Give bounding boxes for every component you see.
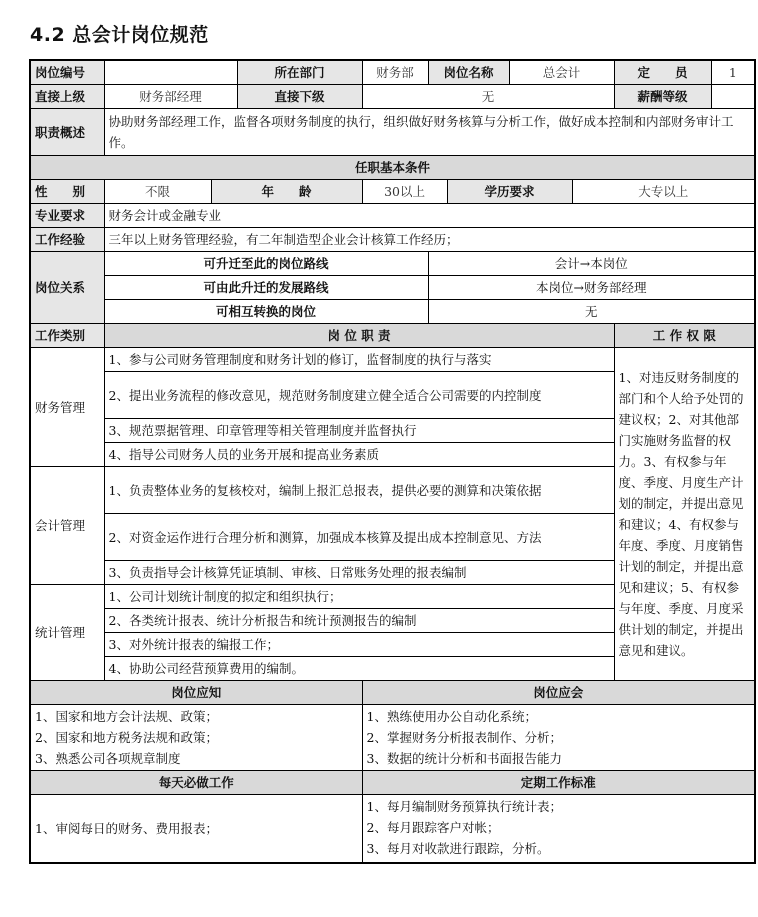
duty-item: 1、参与公司财务管理制度和财务计划的修订，监督制度的执行与落实	[104, 348, 614, 372]
label-summary: 职责概述	[30, 109, 104, 156]
label-superior: 直接上级	[30, 85, 104, 109]
duty-item: 3、规范票据管理、印章管理等相关管理制度并监督执行	[104, 419, 614, 443]
periodic-item: 1、每月编制财务预算执行统计表；	[366, 799, 562, 814]
know-item: 2、国家和地方税务法规和政策；	[35, 730, 218, 745]
value-headcount: 1	[711, 60, 755, 85]
label-work-type: 工作类别	[30, 324, 104, 348]
duty-item: 2、各类统计报表、统计分析报告和统计预测报告的编制	[104, 609, 614, 633]
category-name: 财务管理	[30, 348, 104, 467]
job-spec-table	[29, 59, 756, 864]
duty-item: 4、指导公司财务人员的业务开展和提高业务素质	[104, 443, 614, 467]
duty-item: 1、公司计划统计制度的拟定和组织执行；	[104, 585, 614, 609]
label-position-name: 岗位名称	[428, 60, 509, 85]
category-name: 统计管理	[30, 585, 104, 681]
label-salary-grade: 薪酬等级	[614, 85, 711, 109]
label-daily: 每天必做工作	[30, 771, 362, 795]
page-title: 4.2 总会计岗位规范	[30, 24, 209, 46]
can-item: 2、掌握财务分析报表制作、分析；	[366, 730, 562, 745]
value-transfer: 无	[428, 300, 755, 324]
duty-item: 3、对外统计报表的编报工作；	[104, 633, 614, 657]
can-item: 1、熟练使用办公自动化系统；	[366, 709, 537, 724]
periodic-item: 2、每月跟踪客户对帐；	[366, 820, 500, 835]
label-promote-from: 可升迁至此的岗位路线	[104, 252, 428, 276]
value-department: 财务部	[362, 60, 428, 85]
can-item: 3、数据的统计分析和书面报告能力	[366, 751, 562, 766]
duty-item: 2、提出业务流程的修改意见，规范财务制度建立健全适合公司需要的内控制度	[104, 372, 614, 419]
label-authority: 工 作 权 限	[614, 324, 755, 348]
value-superior: 财务部经理	[104, 85, 237, 109]
duty-item: 2、对资金运作进行合理分析和测算，加强成本核算及提出成本控制意见、方法	[104, 514, 614, 561]
label-gender: 性 别	[30, 180, 104, 204]
value-position-name: 总会计	[509, 60, 614, 85]
value-education: 大专以上	[572, 180, 755, 204]
label-position-no: 岗位编号	[30, 60, 104, 85]
value-experience: 三年以上财务管理经验，有二年制造型企业会计核算工作经历；	[104, 228, 755, 252]
section-requirements: 任职基本条件	[30, 156, 755, 180]
value-position-no	[104, 60, 237, 85]
value-summary: 协助财务部经理工作，监督各项财务制度的执行，组织做好财务核算与分析工作，做好成本控制和内部财务审计工作。	[104, 109, 755, 156]
label-major: 专业要求	[30, 204, 104, 228]
value-age: 30以上	[362, 180, 447, 204]
label-subordinate: 直接下级	[237, 85, 362, 109]
value-major: 财务会计或金融专业	[104, 204, 755, 228]
label-age: 年 龄	[211, 180, 362, 204]
value-subordinate: 无	[362, 85, 614, 109]
value-promote-to: 本岗位→财务部经理	[428, 276, 755, 300]
label-can: 岗位应会	[362, 681, 755, 705]
label-department: 所在部门	[237, 60, 362, 85]
label-headcount: 定 员	[614, 60, 711, 85]
daily-item: 1、审阅每日的财务、费用报表；	[35, 820, 218, 836]
label-promote-to: 可由此升迁的发展路线	[104, 276, 428, 300]
label-education: 学历要求	[447, 180, 572, 204]
duty-item: 1、负责整体业务的复核校对，编制上报汇总报表，提供必要的测算和决策依据	[104, 467, 614, 514]
label-transfer: 可相互转换的岗位	[104, 300, 428, 324]
periodic-item: 3、每月对收款进行跟踪，分析。	[366, 841, 550, 856]
value-promote-from: 会计→本岗位	[428, 252, 755, 276]
know-item: 1、国家和地方会计法规、政策；	[35, 709, 218, 724]
value-gender: 不限	[104, 180, 211, 204]
duty-item: 4、协助公司经营预算费用的编制。	[104, 657, 614, 681]
label-experience: 工作经验	[30, 228, 104, 252]
category-name: 会计管理	[30, 467, 104, 585]
label-duties: 岗 位 职 责	[104, 324, 614, 348]
label-know: 岗位应知	[30, 681, 362, 705]
label-periodic: 定期工作标准	[362, 771, 755, 795]
duty-item: 3、负责指导会计核算凭证填制、审核、日常账务处理的报表编制	[104, 561, 614, 585]
authority-text: 1、对违反财务制度的部门和个人给予处罚的建议权；2、对其他部门实施财务监督的权力。3、有权参与年度、季度、月度生产计划的制定，并提出意见和建议；4、有权参与年度、季度、月度销售计划的制定，并提出意见和建议；5、有权参与年度、季度、月度采供计划的制定，并提出意见和建议。	[614, 348, 755, 681]
value-salary-grade	[711, 85, 755, 109]
label-relations: 岗位关系	[30, 252, 104, 324]
know-item: 3、熟悉公司各项规章制度	[35, 751, 181, 766]
